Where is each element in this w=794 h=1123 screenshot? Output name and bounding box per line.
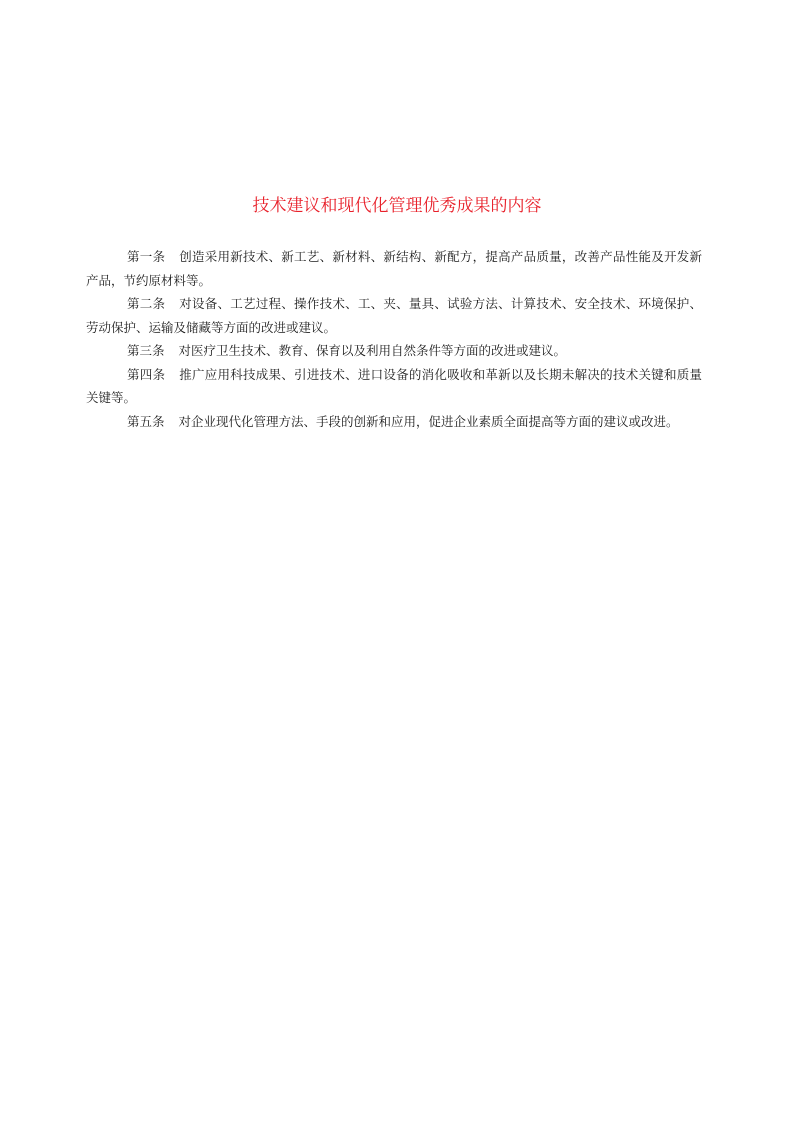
article-number: 第二条 [127, 296, 166, 311]
document-title: 技术建议和现代化管理优秀成果的内容 [252, 196, 542, 216]
article-4 [86, 363, 702, 410]
article-3 [86, 339, 702, 363]
article-1 [86, 245, 702, 292]
article-number: 第五条 [127, 413, 165, 429]
article-text: 推广应用科技成果、引进技术、进口设备的消化吸收和革新以及长期未解决的技术关键和质量关键等。 [86, 366, 702, 405]
article-text: 对设备、工艺过程、操作技术、工、夹、量具、试验方法、计算技术、安全技术、环境保护、劳动保护、运输及储藏等方面的改进或建议。 [86, 296, 702, 335]
article-text: 对企业现代化管理方法、手段的创新和应用，促进企业素质全面提高等方面的建议或改进。 [178, 413, 679, 429]
article-number: 第一条 [127, 249, 166, 264]
article-number: 第三条 [127, 343, 165, 358]
article-2 [86, 292, 702, 339]
article-text: 创造采用新技术、新工艺、新材料、新结构、新配方，提高产品质量，改善产品性能及开发新产品，节约原材料等。 [86, 249, 702, 288]
document-body [86, 245, 702, 433]
article-text: 对医疗卫生技术、教育、保育以及利用自然条件等方面的改进或建议。 [178, 343, 567, 358]
article-number: 第四条 [127, 366, 166, 382]
article-5 [86, 410, 702, 434]
